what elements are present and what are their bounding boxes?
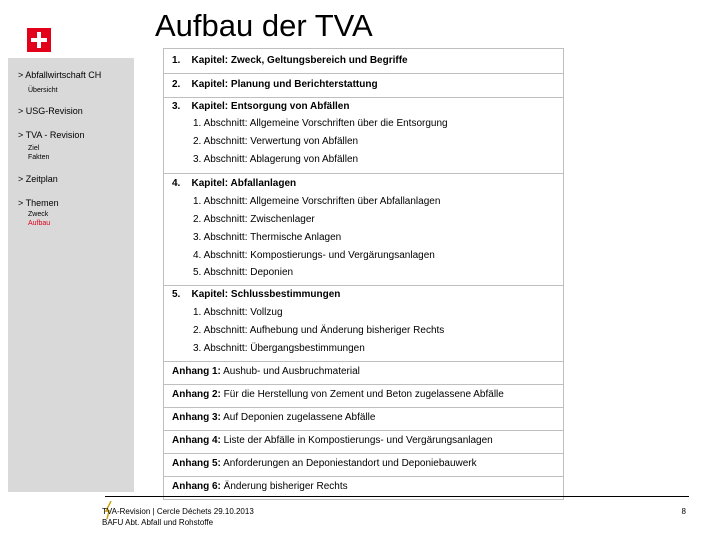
sidebar: [8, 58, 134, 492]
toc-row-chapter-5: [164, 285, 563, 362]
swiss-cross-logo: [27, 28, 51, 52]
annex-6-label: Anhang 6:: [172, 481, 221, 492]
toc-row-annex-4: [164, 430, 563, 454]
sidebar-subitem-aufbau[interactable]: Aufbau: [28, 220, 51, 227]
footer-line-1: TVA-Revision | Cercle Déchets 29.10.2013: [102, 507, 254, 516]
sidebar-item-themen[interactable]: > Themen: [18, 198, 59, 208]
footer-line-2: BAFU Abt. Abfall und Rohstoffe: [102, 518, 214, 527]
sidebar-item-usg-revision[interactable]: > USG-Revision: [18, 106, 83, 116]
annex-4-title: Liste der Abfälle in Kompostierungs- und Vergärungsanlagen: [220, 435, 493, 446]
chapter-4-number: 4.: [172, 178, 181, 189]
toc-row-chapter-1: [164, 49, 563, 74]
chapter-3-title: Kapitel: Entsorgung von Abfällen: [191, 101, 350, 112]
chapter-4-section-1: 1. Abschnitt: Allgemeine Vorschriften über Abfallanlagen: [193, 196, 441, 207]
annex-3-label: Anhang 3:: [172, 412, 221, 423]
sidebar-subitem-fakten[interactable]: Fakten: [28, 154, 50, 161]
annex-2-title: Für die Herstellung von Zement und Beton zugelassene Abfälle: [220, 389, 504, 400]
annex-5-label: Anhang 5:: [172, 458, 221, 469]
footer-divider: [105, 496, 689, 497]
sidebar-subitem-zweck[interactable]: Zweck: [28, 211, 49, 218]
chapter-3-section-2: 2. Abschnitt: Verwertung von Abfällen: [193, 136, 359, 147]
annex-2-label: Anhang 2:: [172, 389, 221, 400]
chapter-3-section-3: 3. Abschnitt: Ablagerung von Abfällen: [193, 154, 359, 165]
toc-row-chapter-4: [164, 173, 563, 286]
chapter-4-title: Kapitel: Abfallanlagen: [191, 178, 297, 189]
page-title: Aufbau der TVA: [155, 8, 373, 43]
chapter-4-section-4: 4. Abschnitt: Kompostierungs- und Vergärungsanlagen: [193, 250, 435, 261]
chapter-2-title: Kapitel: Planung und Berichterstattung: [191, 79, 378, 90]
footer-text: [102, 506, 254, 528]
chapter-5-section-2: 2. Abschnitt: Aufhebung und Änderung bisheriger Rechts: [193, 325, 445, 336]
annex-1-label: Anhang 1:: [172, 366, 221, 377]
page-number: 8: [681, 507, 686, 516]
sidebar-item-zeitplan[interactable]: > Zeitplan: [18, 174, 58, 184]
chapter-5-section-3: 3. Abschnitt: Übergangsbestimmungen: [193, 343, 365, 354]
toc-table: [163, 48, 564, 500]
chapter-1-number: 1.: [172, 55, 181, 66]
annex-3-title: Auf Deponien zugelassene Abfälle: [220, 412, 376, 423]
sidebar-item-tva-revision[interactable]: > TVA - Revision: [18, 130, 85, 140]
chapter-5-section-1: 1. Abschnitt: Vollzug: [193, 307, 283, 318]
annex-4-label: Anhang 4:: [172, 435, 221, 446]
chapter-5-number: 5.: [172, 289, 181, 300]
sidebar-item-abfallwirtschaft[interactable]: > Abfallwirtschaft CH: [18, 70, 102, 80]
chapter-5-title: Kapitel: Schlussbestimmungen: [191, 289, 341, 300]
chapter-3-number: 3.: [172, 101, 181, 112]
toc-row-chapter-2: [164, 73, 563, 98]
toc-row-annex-3: [164, 407, 563, 431]
sidebar-subitem-uebersicht[interactable]: Übersicht: [28, 87, 58, 94]
sidebar-subitem-ziel[interactable]: Ziel: [28, 145, 40, 152]
toc-row-chapter-3: [164, 97, 563, 174]
chapter-1-title: Kapitel: Zweck, Geltungsbereich und Begriffe: [191, 55, 408, 66]
toc-row-annex-1: [164, 361, 563, 385]
toc-row-annex-5: [164, 453, 563, 477]
chapter-4-section-5: 5. Abschnitt: Deponien: [193, 267, 294, 278]
toc-row-annex-2: [164, 384, 563, 408]
chapter-4-section-3: 3. Abschnitt: Thermische Anlagen: [193, 232, 342, 243]
annex-5-title: Anforderungen an Deponiestandort und Deponiebauwerk: [220, 458, 477, 469]
annex-1-title: Aushub- und Ausbruchmaterial: [220, 366, 360, 377]
chapter-4-section-2: 2. Abschnitt: Zwischenlager: [193, 214, 315, 225]
chapter-3-section-1: 1. Abschnitt: Allgemeine Vorschriften über die Entsorgung: [193, 118, 448, 129]
annex-6-title: Änderung bisheriger Rechts: [220, 481, 348, 492]
chapter-2-number: 2.: [172, 79, 181, 90]
